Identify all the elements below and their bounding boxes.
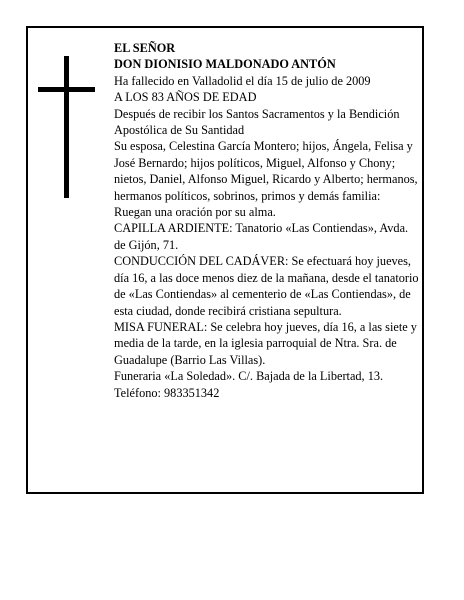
funeral-mass-info: MISA FUNERAL: Se celebra hoy jueves, día 16, a las siete y media de la tarde, en la iglesia parroquial de Ntra. Sra. de Guadalupe (Barrio Las Villas). <box>114 319 417 367</box>
obituary-frame <box>26 26 424 494</box>
deceased-name: DON DIONISIO MALDONADO ANTÓN <box>114 57 336 72</box>
cross-vertical-bar <box>64 56 69 198</box>
latin-cross-icon <box>38 56 98 198</box>
cross-horizontal-bar <box>38 87 95 92</box>
sacraments: Después de recibir los Santos Sacramentos y la Bendición Apostólica de Su Santidad <box>114 106 400 138</box>
title: EL SEÑOR <box>114 41 176 55</box>
chapel-info: CAPILLA ARDIENTE: Tanatorio «Las Contiendas», Avda. de Gijón, 71. <box>114 221 409 252</box>
age: A LOS 83 AÑOS DE EDAD <box>114 90 257 105</box>
funeral-home: Funeraria «La Soledad». C/. Bajada de la Libertad, 13. <box>114 369 384 384</box>
prayer-request: Ruegan una oración por su alma. <box>114 205 276 220</box>
family-list: Su esposa, Celestina García Montero; hijos, Ángela, Felisa y José Bernardo; hijos políticos, Miguel, Alfonso y Chony; nietos, Daniel, Alfonso Miguel, Ricardo y Alberto; hermanos, hermanos políticos, sobrinos, primos y demás familia: <box>114 139 418 203</box>
phone-number: Teléfono: 983351342 <box>114 385 220 400</box>
procession-info: CONDUCCIÓN DEL CADÁVER: Se efectuará hoy jueves, día 16, a las doce menos diez de la mañana, desde el tanatorio de «Las Contiendas» al cementerio de «Las Contiendas», de esta ciudad, donde recibirá cristiana sepultura. <box>114 254 419 318</box>
obituary-text <box>114 40 422 401</box>
death-notice: Ha fallecido en Valladolid el día 15 de julio de 2009 <box>114 73 371 88</box>
